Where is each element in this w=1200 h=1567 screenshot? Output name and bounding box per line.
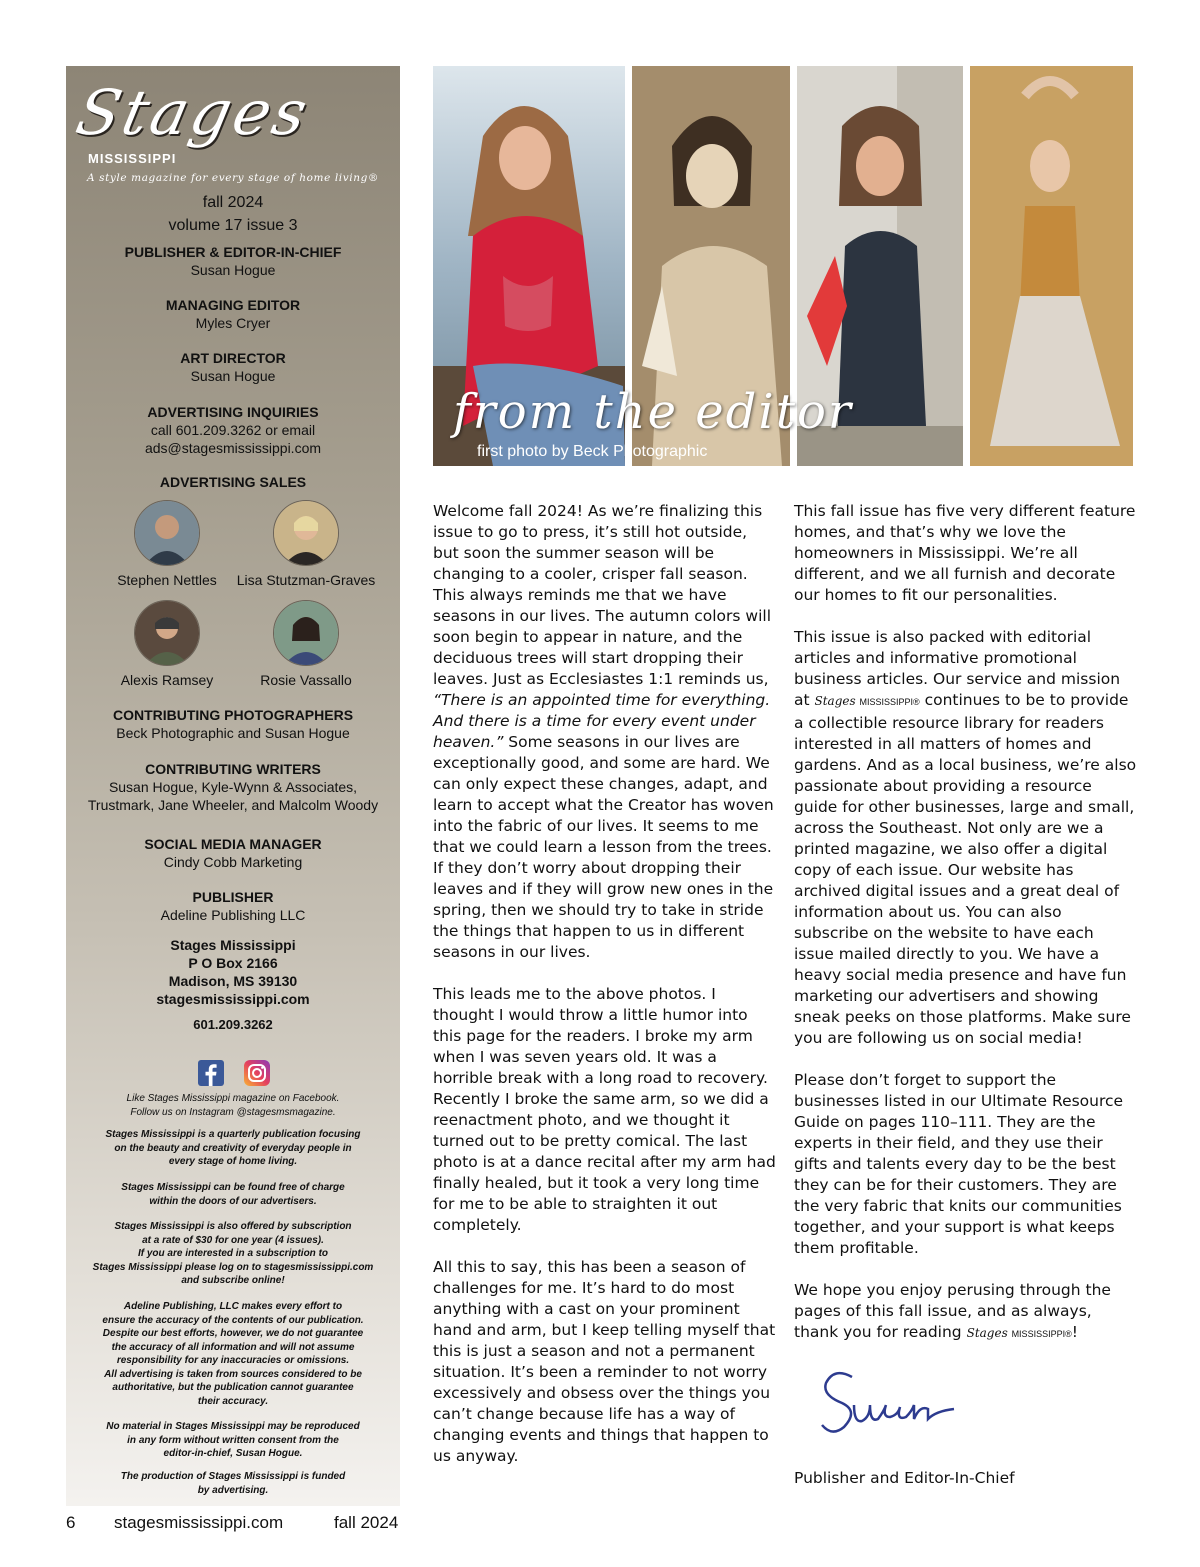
social-note	[72, 1092, 394, 1119]
fine-print-line: No material in Stages Mississippi may be reproduced	[106, 1421, 360, 1432]
credit-email[interactable]: ads@stagesmississippi.com	[144, 440, 322, 456]
footer-website[interactable]: stagesmississippi.com	[114, 1513, 284, 1532]
fine-print-funding	[72, 1470, 394, 1497]
credit-role: CONTRIBUTING WRITERS	[145, 761, 321, 777]
brand-inline-logo: Stages MISSISSIPPI®	[814, 694, 920, 708]
sales-person	[226, 600, 386, 688]
fine-print-line: within the doors of our advertisers.	[149, 1195, 317, 1207]
credit-managing-editor	[66, 296, 400, 332]
credit-name: call 601.209.3262 or email	[150, 422, 316, 438]
credit-role: SOCIAL MEDIA MANAGER	[144, 836, 322, 852]
paragraph: This leads me to the above photos. I thought I would throw a little humor into this page for the readers. I broke my arm when I was seven years old. It was a horrible break with a long road to recovery. Recently I broke the same arm, so we did a reenactment photo, and we thought it turned out to be pretty comical. The last photo is at a dance recital after my arm had finally healed, but it took a very long time for me to be able to straighten it out completely.	[433, 985, 776, 1234]
website-link[interactable]: stagesmississippi.com	[156, 991, 310, 1007]
sales-person-name: Rosie Vassallo	[260, 672, 352, 688]
fine-print-line: Stages Mississippi is also offered by subscription	[114, 1221, 352, 1232]
paragraph: This issue is also packed with editorial articles and informative promotional business articles. Our service and mission at Stages MISSISSIPPI® continues to be to provide a collectible resource library for readers interested in all matters of homes and gardens. And as a local business, we’re also passionate about providing a resource guide for other businesses, large and small, across the Southeast. Not only are we a printed magazine, we also offer a digital copy of each issue. Our website has archived digital issues and a great deal of information about us. You can also subscribe on the website to have each issue mailed directly to you. We have a heavy social media presence and have fun marketing our advertisers and showing sneak peeks on those platforms. Make sure you are following us on social media!	[794, 628, 1137, 1047]
avatar	[273, 500, 339, 566]
avatar	[273, 600, 339, 666]
footer-season: fall 2024	[334, 1513, 399, 1532]
credit-advertising-inquiries	[66, 403, 400, 457]
avatar	[134, 500, 200, 566]
fine-print-free	[72, 1181, 394, 1208]
article-column-1	[433, 501, 776, 1488]
sales-person-name: Lisa Stutzman-Graves	[236, 572, 376, 588]
fine-print-line: on the beauty and creativity of everyday people in	[114, 1142, 352, 1154]
fine-print-line: Stages Mississippi can be found free of charge	[121, 1182, 345, 1193]
issue-volume: volume 17 issue 3	[168, 217, 298, 234]
sales-person	[87, 500, 247, 588]
avatar	[134, 600, 200, 666]
sales-person-name: Alexis Ramsey	[120, 672, 214, 688]
mailing-address	[66, 936, 400, 1008]
fine-print-line: authoritative, but the publication cannot guarantee	[112, 1382, 354, 1393]
address-line: P O Box 2166	[188, 955, 278, 971]
credit-role: CONTRIBUTING PHOTOGRAPHERS	[112, 707, 354, 723]
address-line: Madison, MS 39130	[168, 973, 298, 989]
signature-image	[814, 1365, 964, 1445]
fine-print-line: If you are interested in a subscription to	[137, 1248, 329, 1259]
credit-name-line2: Trustmark, Jane Wheeler, and Malcolm Woody	[87, 797, 379, 813]
credit-role: PUBLISHER	[192, 889, 274, 905]
credit-name: Beck Photographic and Susan Hogue	[116, 725, 350, 741]
credit-role: MANAGING EDITOR	[165, 297, 301, 313]
stages-logo	[66, 76, 400, 186]
credit-name: Susan Hogue	[190, 368, 276, 384]
paragraph: All this to say, this has been a season of challenges for me. It’s hard to do most anything with a cast on your prominent hand and arm, but I keep telling myself that this is just a season and not a permanent situation. It’s been a reminder to not worry excessively and obsess over the things you can’t change because life has a way of changing events and things that happen to us anyway.	[433, 1258, 776, 1465]
fine-print-line: in any form without written consent from the	[127, 1434, 339, 1446]
advertising-sales-heading: ADVERTISING SALES	[159, 474, 307, 490]
credit-name: Susan Hogue	[190, 262, 276, 278]
credit-publisher	[66, 888, 400, 924]
scripture-quote: “There is an appointed time for everything. And there is a time for every event under heaven.”	[433, 691, 771, 751]
credit-role: PUBLISHER & EDITOR-IN-CHIEF	[124, 244, 342, 260]
brand-inline-logo: Stages MISSISSIPPI®	[966, 1326, 1072, 1340]
fine-print-reproduction	[72, 1420, 394, 1461]
fine-print-line: by advertising.	[197, 1484, 269, 1496]
credit-social-media	[66, 835, 400, 871]
fine-print-about	[72, 1128, 394, 1169]
credit-writers	[66, 760, 400, 814]
phone-number: 601.209.3262	[193, 1017, 273, 1032]
from-the-editor-title: from the editor	[453, 384, 853, 440]
credit-role: ART DIRECTOR	[180, 350, 286, 366]
fine-print-line: ensure the accuracy of the contents of our publication.	[102, 1314, 364, 1326]
fine-print-line: Stages Mississippi please log on to stagesmississippi.com	[92, 1261, 374, 1273]
logo-tagline: A style magazine for every stage of home living®	[86, 172, 380, 184]
logo-state: MISSISSIPPI	[88, 151, 177, 166]
fine-print-line: The production of Stages Mississippi is funded	[120, 1471, 346, 1482]
credit-name: Susan Hogue, Kyle-Wynn & Associates,	[108, 779, 358, 795]
fine-print-line: Adeline Publishing, LLC makes every effort to	[123, 1301, 343, 1312]
fine-print-line: editor-in-chief, Susan Hogue.	[163, 1448, 303, 1459]
sales-person	[226, 500, 386, 588]
paragraph: Please don’t forget to support the businesses listed in our Ultimate Resource Guide on pages 110–111. They are the experts in their field, and they use their gifts and talents every day to be the best they can be for their customers. They are the very fabric that knits our communities together, and your support is what keeps them profitable.	[794, 1071, 1124, 1257]
photo-dance-recital	[970, 66, 1133, 466]
sales-person	[87, 600, 247, 688]
article-column-2	[794, 501, 1138, 1366]
credit-role: ADVERTISING INQUIRIES	[147, 404, 319, 420]
fine-print-line: and subscribe online!	[181, 1275, 285, 1286]
paragraph: This fall issue has five very different feature homes, and that’s why we love the homeowners in Mississippi. We’re all different, and we all furnish and decorate our homes to fit our personalities.	[794, 502, 1136, 604]
paragraph: We hope you enjoy perusing through the pages of this fall issue, and as always, thank you for reading Stages MISSISSIPPI®!	[794, 1281, 1111, 1341]
paragraph: Welcome fall 2024! As we’re finalizing this issue to go to press, it’s still hot outside, but soon the summer season will be changing to a cooler, crisper fall season. This always reminds me that we have seasons in our lives. The autumn colors will soon begin to appear in nature, and the deciduous trees will start dropping their leaves. Just as Ecclesiastes 1:1 reminds us, “There is an appointed time for everything. And there is a time for every event under heaven.” Some seasons in our lives are exceptionally good, and some are hard. We can only expect these changes, adapt, and learn to accept what the Creator has woven into the fabric of our lives. It seems to me that we could learn a lesson from the trees. If they don’t worry about dropping their leaves and if they will grow new ones in the spring, then we should try to take in stride the things that happen to us in different seasons in our lives.	[433, 502, 774, 961]
fine-print-accuracy	[72, 1300, 394, 1408]
photo-credit: first photo by Beck Photographic	[477, 443, 708, 460]
credit-name: Myles Cryer	[195, 315, 271, 331]
address-line: Stages Mississippi	[170, 937, 296, 953]
fine-print-line: Despite our best efforts, however, we do not guarantee	[102, 1328, 364, 1339]
masthead-sidebar	[66, 66, 400, 1506]
fine-print-line: responsibility for any inaccuracies or omissions.	[116, 1355, 350, 1366]
signoff-title: Publisher and Editor-In-Chief	[794, 1469, 1015, 1487]
page-number: 6	[66, 1513, 76, 1532]
fine-print-line: Stages Mississippi is a quarterly publication focusing	[105, 1129, 361, 1140]
fine-print-line: All advertising is taken from sources considered to be	[104, 1368, 362, 1380]
credit-name: Cindy Cobb Marketing	[163, 854, 303, 870]
credit-art-director	[66, 349, 400, 385]
social-note-line: Follow us on Instagram @stagesmsmagazine.	[130, 1106, 336, 1118]
fine-print-line: the accuracy of all information and will not assume	[111, 1341, 355, 1353]
social-note-line: Like Stages Mississippi magazine on Facebook.	[126, 1093, 340, 1104]
facebook-icon[interactable]	[198, 1060, 224, 1086]
logo-wordmark: Stages	[70, 76, 317, 149]
fine-print-line: their accuracy.	[197, 1395, 269, 1407]
sales-person-name: Stephen Nettles	[117, 572, 217, 588]
credit-publisher-editor	[66, 243, 400, 279]
credit-name: Adeline Publishing LLC	[160, 907, 306, 923]
fine-print-subscription	[72, 1220, 394, 1288]
issue-season: fall 2024	[202, 194, 264, 211]
credit-photographers	[66, 706, 400, 742]
fine-print-line: at a rate of $30 for one year (4 issues).	[142, 1234, 324, 1246]
instagram-icon[interactable]	[244, 1060, 270, 1086]
fine-print-line: every stage of home living.	[168, 1156, 298, 1167]
